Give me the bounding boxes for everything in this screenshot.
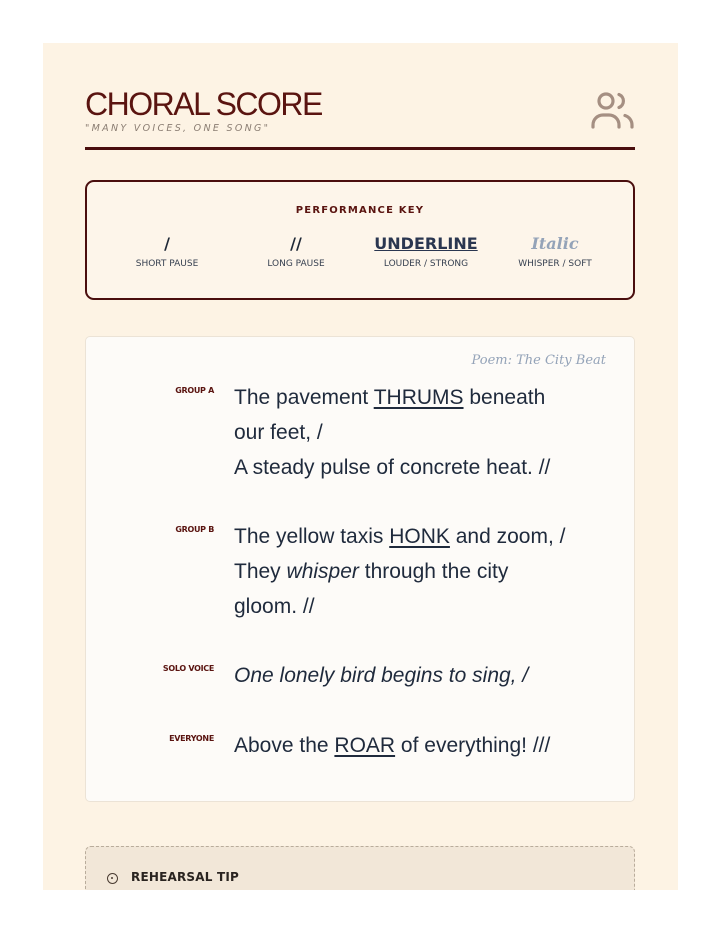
- header-rule: [85, 147, 635, 150]
- poem-line: our feet, /: [234, 421, 323, 444]
- performance-key: [85, 180, 635, 300]
- key-symbol: /: [164, 234, 170, 253]
- page-subtitle: "MANY VOICES, ONE SONG": [85, 123, 271, 134]
- poem-line: They whisper through the city: [234, 560, 509, 583]
- poem-line: One lonely bird begins to sing, /: [234, 664, 529, 687]
- poem-name: Poem: The City Beat: [471, 353, 606, 368]
- soft-word: whisper: [286, 560, 359, 583]
- key-symbol: //: [290, 234, 302, 253]
- choral-score-page: [43, 43, 678, 890]
- page-title: CHORAL SCORE: [85, 86, 322, 122]
- stanza-lines: [234, 519, 614, 624]
- poem-card: [85, 336, 635, 802]
- rehearsal-tip-title: REHEARSAL TIP: [131, 870, 240, 884]
- loud-word: HONK: [389, 525, 450, 548]
- performance-key-title: PERFORMANCE KEY: [295, 205, 425, 216]
- loud-word: ROAR: [334, 734, 396, 757]
- key-label: SHORT PAUSE: [135, 259, 199, 269]
- poem-line: The pavement THRUMS beneath: [234, 386, 546, 409]
- voice-label: GROUP B: [175, 525, 214, 534]
- key-label: LOUDER / STRONG: [383, 259, 469, 269]
- voice-label: EVERYONE: [169, 734, 214, 743]
- stanza-lines: [234, 728, 614, 763]
- poem-line: A steady pulse of concrete heat. //: [234, 456, 551, 479]
- target-icon: [107, 873, 118, 884]
- key-item-louder: [361, 234, 491, 269]
- users-icon: [591, 91, 635, 131]
- key-item-whisper: [490, 234, 620, 269]
- voice-label: GROUP A: [175, 386, 214, 395]
- loud-word: THRUMS: [373, 386, 464, 409]
- poem-line: The yellow taxis HONK and zoom, /: [234, 525, 566, 548]
- rehearsal-tip: [85, 846, 635, 890]
- key-item-short-pause: [102, 234, 232, 269]
- stanza-lines: [234, 380, 614, 485]
- header: [85, 88, 635, 153]
- stanza-lines: [234, 658, 614, 693]
- poem-line: Above the ROAR of everything! ///: [234, 734, 551, 757]
- key-label: WHISPER / SOFT: [518, 259, 592, 269]
- key-symbol: UNDERLINE: [374, 234, 478, 253]
- poem-line: gloom. //: [234, 595, 315, 618]
- voice-label: SOLO VOICE: [162, 664, 214, 673]
- key-label: LONG PAUSE: [267, 259, 325, 269]
- key-item-long-pause: [231, 234, 361, 269]
- key-symbol: Italic: [531, 234, 579, 253]
